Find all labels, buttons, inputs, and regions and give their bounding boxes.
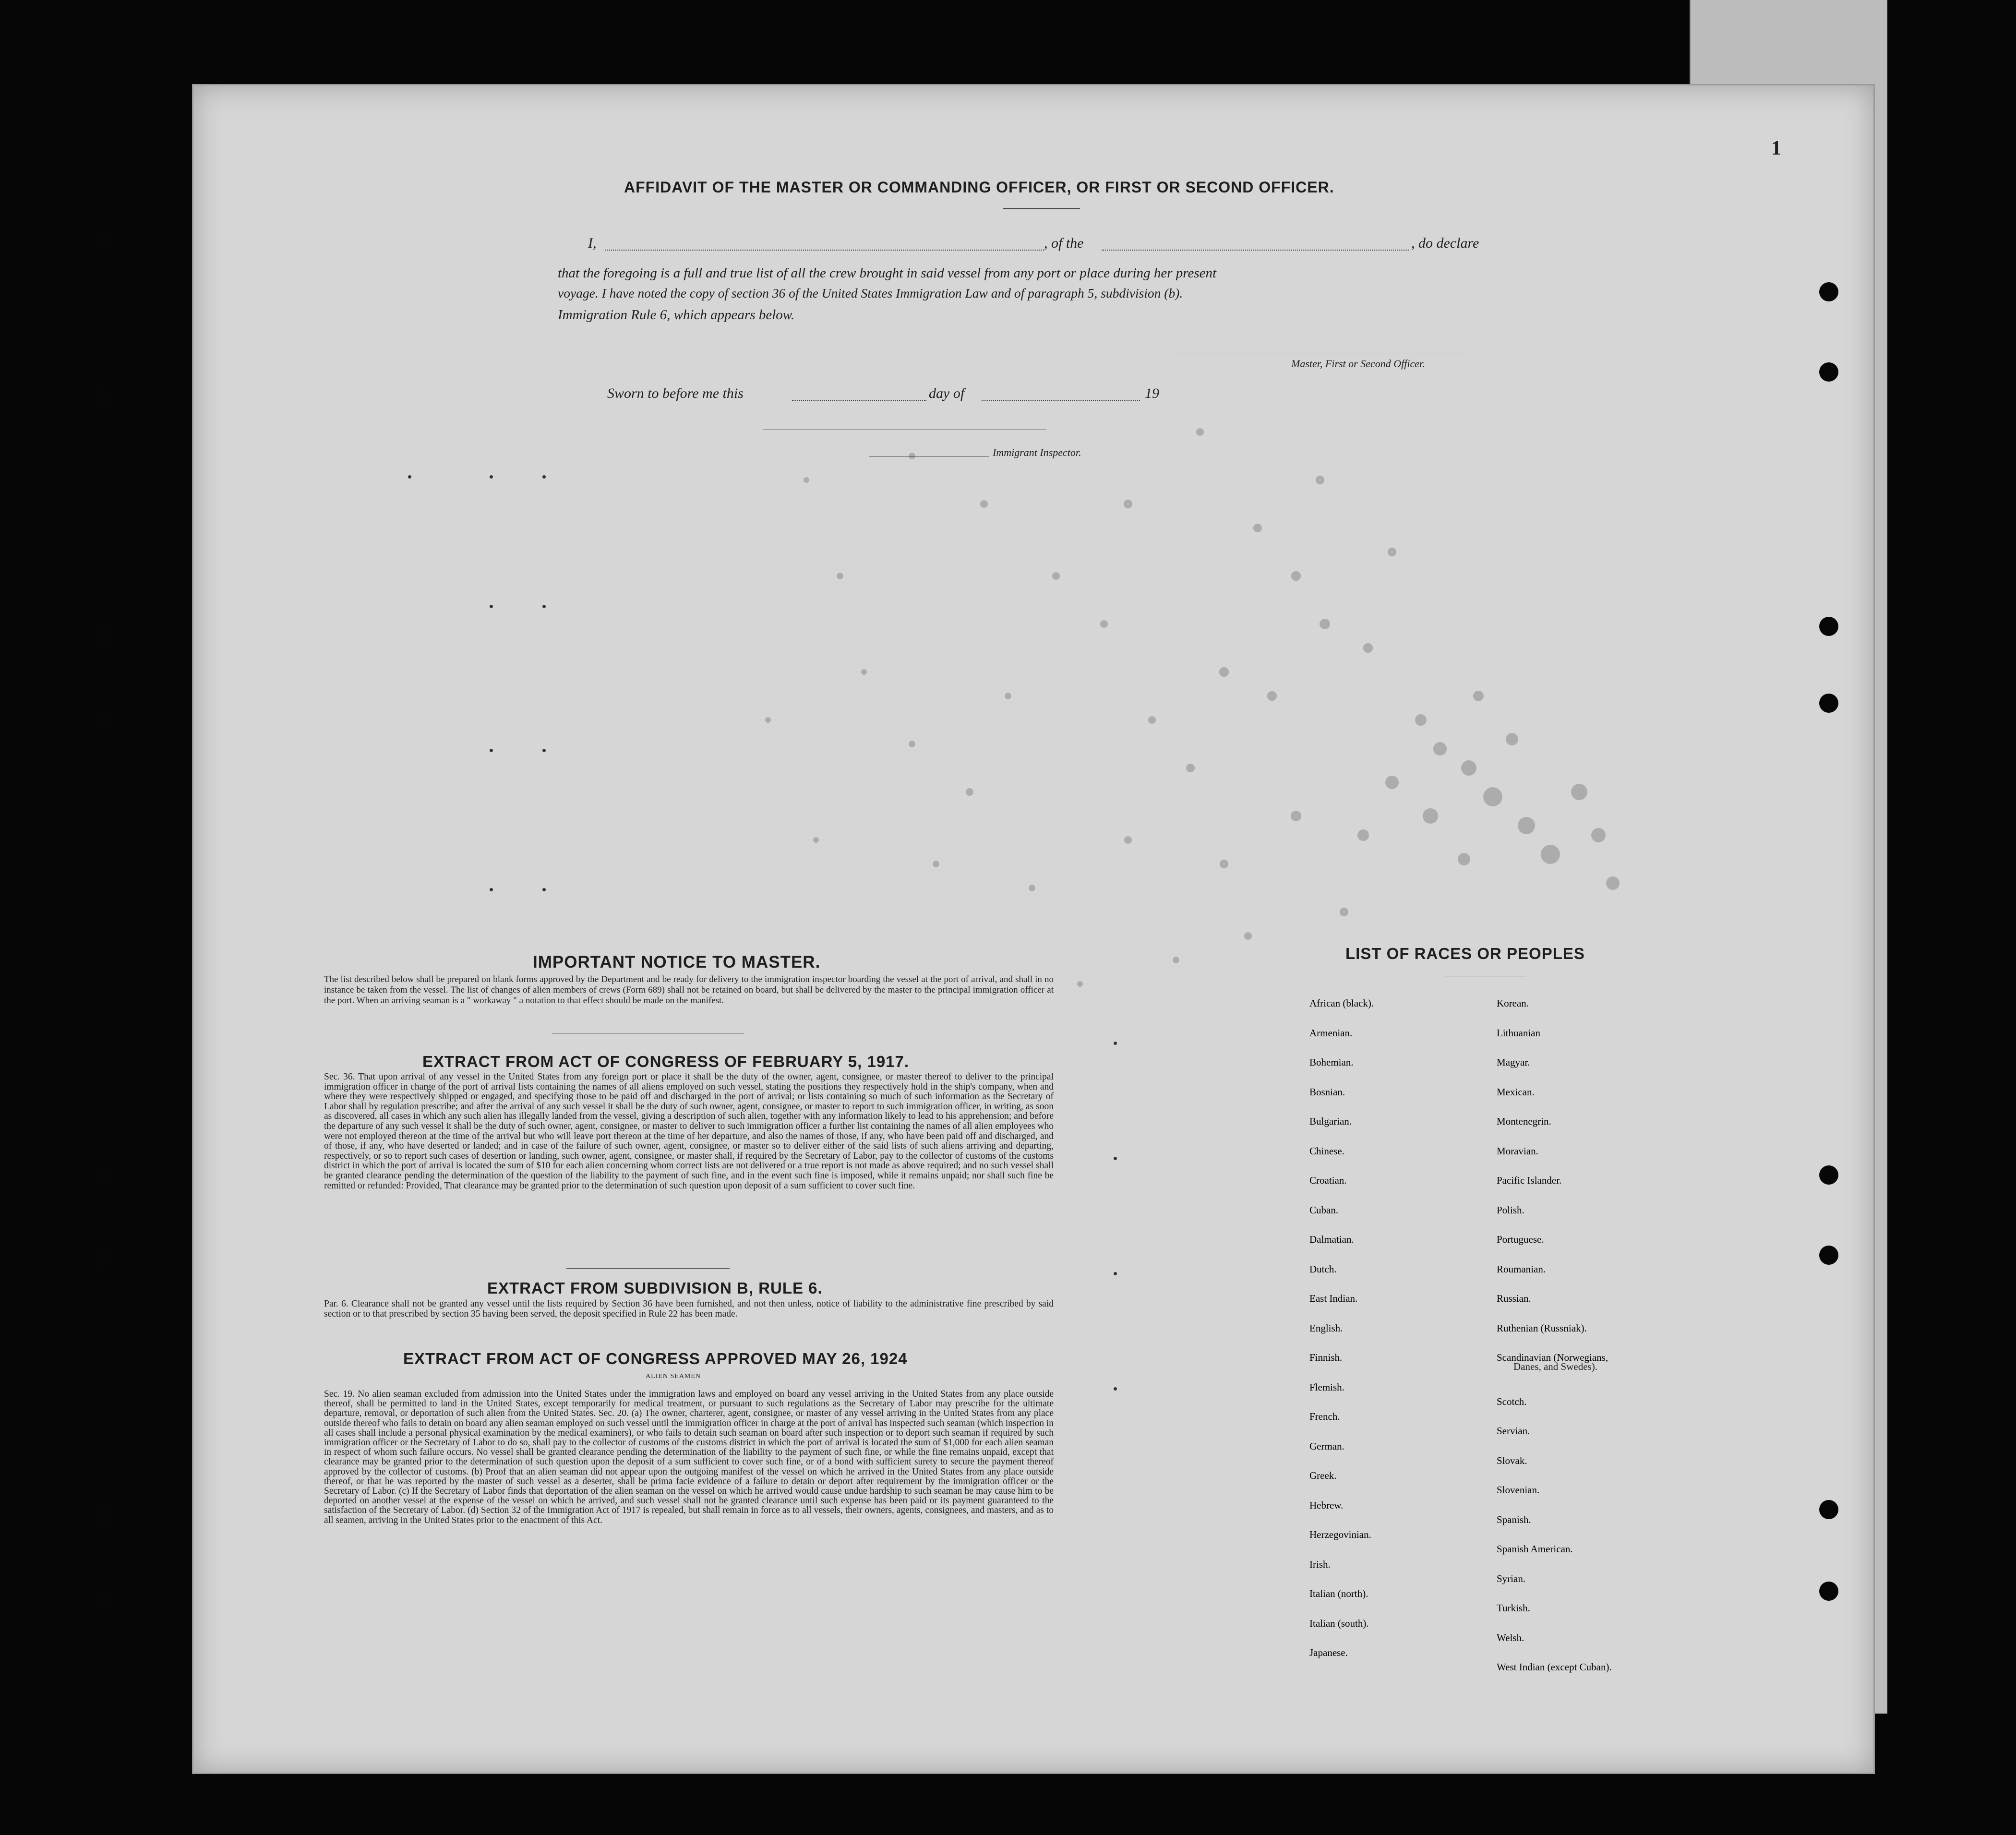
sworn-month-field[interactable]: [982, 400, 1140, 401]
punch-hole: [1819, 1500, 1838, 1519]
punch-hole: [1819, 1165, 1838, 1185]
punch-hole: [94, 1248, 113, 1267]
race-item: Ruthenian (Russniak).: [1497, 1322, 1587, 1334]
race-item: Pacific Islander.: [1497, 1175, 1562, 1186]
notice-title: IMPORTANT NOTICE TO MASTER.: [533, 953, 821, 971]
dot: [490, 475, 493, 479]
race-item: Syrian.: [1497, 1572, 1526, 1584]
sworn-day-of: day of: [929, 385, 965, 401]
race-item: Hebrew.: [1309, 1499, 1344, 1511]
punch-hole: [94, 230, 113, 250]
race-item: Russian.: [1497, 1293, 1531, 1304]
dot: [490, 605, 493, 608]
punch-hole: [1819, 282, 1838, 301]
race-item: Servian.: [1497, 1425, 1530, 1437]
sworn-prefix: Sworn to before me this: [607, 385, 744, 401]
race-item: Chinese.: [1309, 1145, 1344, 1157]
affidavit-title: AFFIDAVIT OF THE MASTER OR COMMANDING OFFICER, OR FIRST OR SECOND OFFICER.: [624, 179, 1334, 196]
signature-label: Master, First or Second Officer.: [1291, 358, 1425, 370]
race-item: Italian (south).: [1309, 1617, 1369, 1629]
race-item: Croatian.: [1309, 1175, 1347, 1186]
race-item: Spanish American.: [1497, 1543, 1573, 1555]
affidavit-declare: , do declare: [1411, 235, 1479, 251]
race-item: Polish.: [1497, 1204, 1524, 1216]
race-item: Greek.: [1309, 1470, 1337, 1481]
race-item: Korean.: [1497, 997, 1529, 1009]
race-item-continuation: Danes, and Swedes).: [1513, 1361, 1597, 1372]
race-item: Roumanian.: [1497, 1263, 1546, 1275]
punch-hole: [1819, 362, 1838, 382]
race-item: Japanese.: [1309, 1647, 1348, 1658]
punch-hole: [94, 626, 113, 646]
race-item: Finnish.: [1309, 1352, 1343, 1363]
dot: [408, 475, 411, 479]
sworn-year: 19: [1145, 385, 1159, 401]
extract-1924-title: EXTRACT FROM ACT OF CONGRESS APPROVED MAY 26, 1924: [403, 1350, 908, 1367]
dot: [542, 888, 546, 891]
race-item: Bohemian.: [1309, 1056, 1354, 1068]
affidavit-line3: voyage. I have noted the copy of section 36 of the United States Immigration Law and of paragraph 5, subdivision (b).: [558, 286, 1183, 300]
races-left-column: [1309, 989, 1374, 1668]
title-underline: [1003, 208, 1080, 209]
race-item: Bulgarian.: [1309, 1115, 1352, 1127]
punch-hole: [1819, 694, 1838, 713]
race-item: Bosnian.: [1309, 1086, 1345, 1098]
punch-hole: [1819, 617, 1838, 636]
race-item: English.: [1309, 1322, 1343, 1334]
race-item: Lithuanian: [1497, 1027, 1540, 1039]
extract-1924-body: Sec. 19. No alien seaman excluded from admission into the United States under the immigration laws and employed on board any vessel arriving in the United States from any place outside thereof, shall be permitted to land in the United States, except temporarily for medical treatment, or pursuant to such regulations as the Secretary of Labor may prescribe for the ultimate departure, removal, or deportation of such alien from the United States. Sec. 20. (a) The owner, charterer, agent, consignee, or master of any vessel arriving in the United States from any place outside thereof who fails to detain on board any alien seaman employed on such vessel until the immigration officer in charge at the port of arrival has inspected such seaman (which inspection in all cases shall include a personal physical examination by the medical examiners), or who fails to detain such seaman on board after such inspection or to deport such seaman if required by such immigration officer or the Secretary of Labor to do so, shall pay to the collector of customs of the customs district in which the port of arrival is located the sum of $1,000 for each alien seaman in respect of whom such failure occurs. No vessel shall be granted clearance pending the determination of the liability to the payment of such fine, or while the fine remains unpaid, except that clearance may be granted prior to the determination of such question upon the deposit of a sum sufficient to cover such fine, or of a bond with sufficient surety to secure the payment thereof approved by the collector of customs. (b) Proof that an alien seaman did not appear upon the outgoing manifest of the vessel on which he arrived in the United States from any place outside thereof, or that he was reported by the master of such vessel as a deserter, shall be prima facie evidence of a failure to detain or deport after requirement by the immigration officer or the Secretary of Labor. (c) If the Secretary of Labor finds that deportation of the alien seaman on the vessel on which he arrived would cause undue hardship to such seaman he may cause him to be deported on another vessel at the expense of the vessel on which he arrived, and such vessel shall not be granted clearance until such expense has been paid or its payment guaranteed to the satisfaction of the Secretary of Labor. (d) Section 32 of the Immigration Act of 1917 is repealed, but shall remain in force as to all vessels, their owners, agents, consignees, and masters, and as to all seamen, arriving in the United States prior to the enactment of this Act.: [324, 1389, 1054, 1525]
divider: [566, 1268, 730, 1269]
vessel-field[interactable]: [1102, 250, 1409, 251]
race-item: Portuguese.: [1497, 1234, 1544, 1245]
race-item: Moravian.: [1497, 1145, 1538, 1157]
affidavit-line2: that the foregoing is a full and true list of all the crew brought in said vessel from any port or place during her present: [558, 265, 1217, 281]
extract-rule6-body: Par. 6. Clearance shall not be granted any vessel until the lists required by Section 36 have been furnished, and not then unless, notice of liability to the administrative fine prescribed by said section or to that prescribed by section 35 having been served, the deposit specified in Rule 22 has been made.: [324, 1299, 1054, 1319]
races-title: LIST OF RACES OR PEOPLES: [1345, 945, 1585, 962]
affidavit-line4: Immigration Rule 6, which appears below.: [558, 307, 795, 323]
race-item: Armenian.: [1309, 1027, 1353, 1039]
inspector-label: Immigrant Inspector.: [993, 446, 1081, 458]
dot: [1114, 1272, 1117, 1275]
dot: [1114, 1157, 1117, 1160]
extract-1917-title: EXTRACT FROM ACT OF CONGRESS OF FEBRUARY 5, 1917.: [422, 1053, 910, 1070]
race-item: Turkish.: [1497, 1602, 1530, 1614]
punch-hole: [94, 1591, 113, 1610]
race-item: Slovenian.: [1497, 1484, 1540, 1496]
extract-1924-subtitle: ALIEN SEAMEN: [646, 1373, 701, 1380]
punch-hole: [94, 1507, 113, 1526]
race-item: East Indian.: [1309, 1293, 1358, 1304]
extract-rule6-title: EXTRACT FROM SUBDIVISION B, RULE 6.: [487, 1279, 823, 1297]
race-item: Flemish.: [1309, 1381, 1344, 1393]
races-right-column: [1497, 989, 1612, 1673]
race-item: Magyar.: [1497, 1056, 1530, 1068]
sworn-date-field[interactable]: [792, 400, 926, 401]
notice-body: The list described below shall be prepared on blank forms approved by the Department and be ready for delivery to the immigration inspector boarding the vessel at the port of arrival, and shall in no instance be taken from the vessel. The list of changes of alien members of crews (Form 689) shall not be retained on board, but shall be delivered by the master to the principal immigration officer at the port. When an arriving seaman is a " workaway " a notation to that effect should be made on the manifest.: [324, 974, 1054, 1006]
race-item: Scotch.: [1497, 1395, 1527, 1407]
punch-hole: [94, 389, 113, 408]
race-item: German.: [1309, 1440, 1344, 1452]
race-item: Montenegrin.: [1497, 1115, 1551, 1127]
dot: [1114, 1387, 1117, 1391]
dot: [542, 749, 546, 752]
race-item: Italian (north).: [1309, 1588, 1368, 1599]
dot: [542, 475, 546, 479]
race-item: West Indian (except Cuban).: [1497, 1661, 1612, 1673]
dot: [542, 605, 546, 608]
dot: [490, 749, 493, 752]
dot: [490, 888, 493, 891]
race-item: Spanish.: [1497, 1513, 1531, 1525]
race-item: Mexican.: [1497, 1086, 1535, 1098]
corner-mark: 1: [1771, 137, 1781, 159]
race-item: Dutch.: [1309, 1263, 1337, 1275]
name-field[interactable]: [605, 250, 1044, 251]
extract-1917-body: Sec. 36. That upon arrival of any vessel in the United States from any foreign port or place it shall be the duty of the owner, agent, consignee, or master thereof to deliver to the principal immigration officer in charge of the port of arrival lists containing the names of all aliens employed on such vessel, stating the positions they respectively hold in the ship's company, when and where they were respectively shipped or engaged, and specifying those to be paid off and discharged in the port of arrival; or lists containing so much of such information as the Secretary of Labor shall by regulation prescribe; and after the arrival of any such vessel it shall be the duty of such owner, agent, consignee, or master to report to such immigration officer, in writing, as soon as discovered, all cases in which any such alien has illegally landed from the vessel, giving a description of such alien, together with any information likely to lead to his apprehension; and before the departure of any such vessel it shall be the duty of such owner, agent, consignee, or master to deliver to such immigration officer a further list containing the names of all alien employees who were not employed thereon at the time of the arrival but who will leave port thereon at the time of her departure, and also the names of those, if any, who have been paid off and discharged, and of those, if any, who have deserted or landed; and in case of the failure of such owner, agent, consignee, or master so to deliver either of the said lists of such aliens arriving and departing, respectively, or so to report such cases of desertion or landing, such owner, agent, consignee, or master shall, if required by the Secretary of Labor, pay to the collector of customs of the customs district in which the port of arrival is located the sum of $10 for each alien concerning whom correct lists are not delivered or a true report is not made as above required; and no such vessel shall be granted clearance pending the determination of the question of the liability to the payment of such fine, and in the event such fine is imposed, while it remains unpaid; nor shall such fine be remitted or refunded: Provided, That clearance may be granted prior to the determination of such question upon deposit of a sum sufficient to cover such fine.: [324, 1072, 1054, 1191]
punch-hole: [94, 1166, 113, 1186]
affidavit-line1-i: I,: [588, 235, 597, 251]
race-item: Cuban.: [1309, 1204, 1339, 1216]
dot: [1114, 1042, 1117, 1045]
race-item: Welsh.: [1497, 1631, 1524, 1643]
race-item: Irish.: [1309, 1558, 1331, 1570]
race-item: French.: [1309, 1411, 1340, 1422]
race-item: Herzegovinian.: [1309, 1529, 1371, 1540]
affidavit-of-the: , of the: [1044, 235, 1084, 251]
punch-hole: [1819, 1582, 1838, 1601]
race-item: Scandinavian (Norwegians,: [1497, 1352, 1608, 1363]
race-item: African (black).: [1309, 997, 1374, 1009]
race-item: Slovak.: [1497, 1454, 1527, 1466]
punch-hole: [1819, 1246, 1838, 1265]
punch-hole: [94, 710, 113, 730]
race-item: Dalmatian.: [1309, 1234, 1354, 1245]
